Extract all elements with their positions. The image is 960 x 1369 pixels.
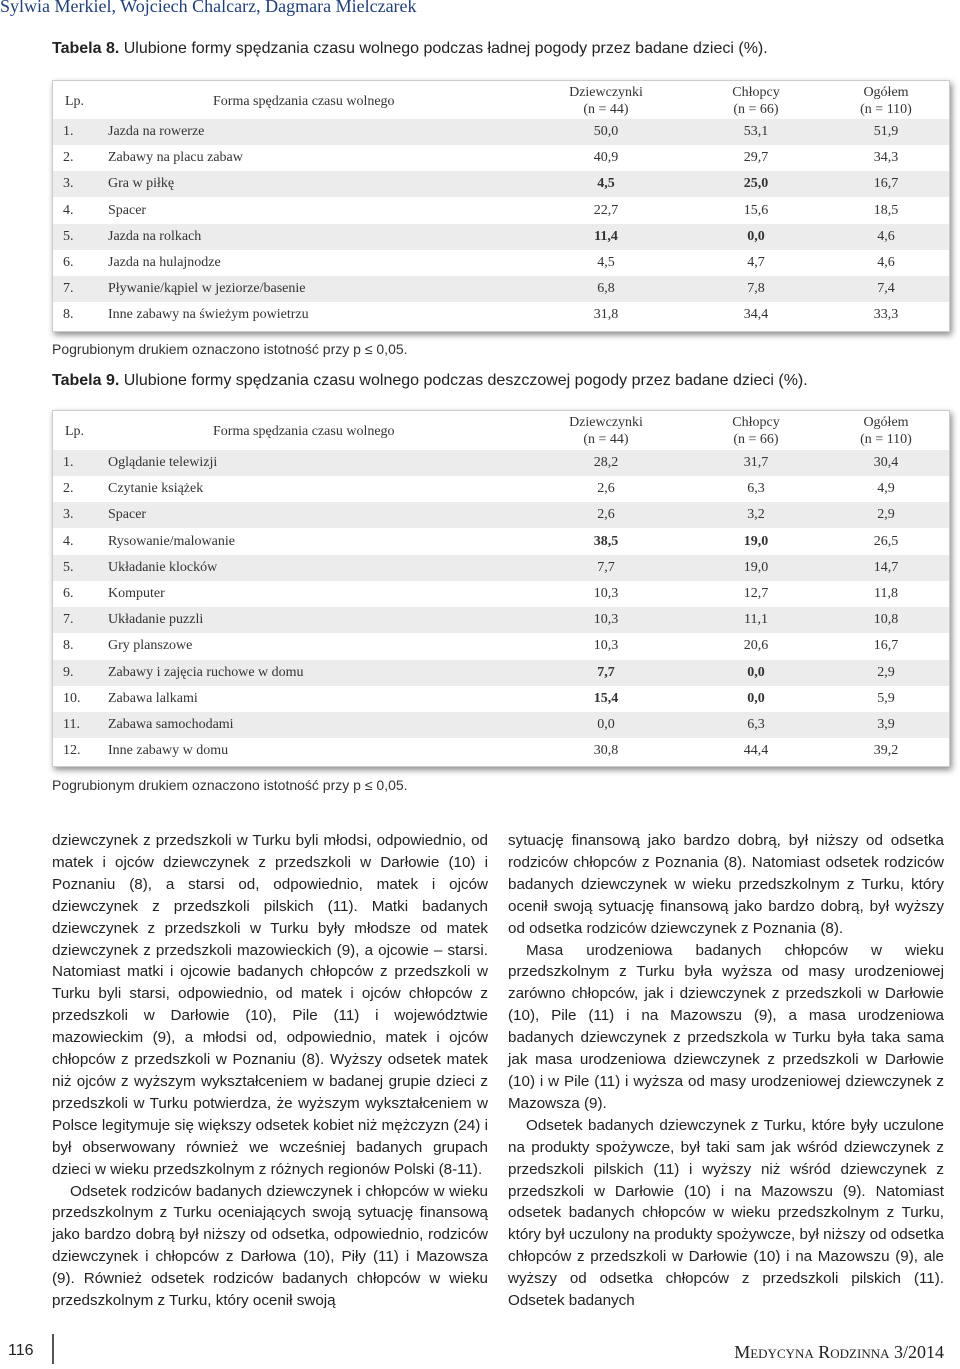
body-column-right xyxy=(508,830,944,1312)
row-girls-value: 30,8 xyxy=(593,743,619,759)
row-name: Rysowanie/malowanie xyxy=(108,533,235,549)
row-lp: 2. xyxy=(63,150,74,166)
row-girls-value: 40,9 xyxy=(593,150,619,166)
row-boys-value: 6,3 xyxy=(747,481,765,497)
table-row xyxy=(53,250,949,276)
row-total-value: 3,9 xyxy=(877,717,895,732)
row-total-value: 2,9 xyxy=(877,507,895,523)
row-boys-value: 6,3 xyxy=(747,717,765,732)
row-boys-value: 12,7 xyxy=(743,586,769,601)
row-boys-value: 11,1 xyxy=(744,612,768,628)
row-boys-value: 0,0 xyxy=(747,690,765,706)
running-header-authors: Sylwia Merkiel, Wojciech Chalcarz, Dagmara Mielczarek xyxy=(0,0,417,16)
row-name: Zabawa samochodami xyxy=(108,717,234,732)
row-girls-value: 15,4 xyxy=(593,690,619,706)
table-row xyxy=(53,555,949,581)
table-row xyxy=(53,686,949,712)
table8 xyxy=(52,80,950,332)
table-row xyxy=(53,276,949,302)
table-row xyxy=(53,738,949,764)
row-name: Jazda na hulajnodze xyxy=(108,255,221,270)
table-row xyxy=(53,660,949,686)
table8-header-form: Forma spędzania czasu wolnego xyxy=(213,94,395,109)
row-girls-value: 2,6 xyxy=(597,507,615,523)
row-boys-value: 19,0 xyxy=(743,559,769,575)
row-total-value: 16,7 xyxy=(873,176,899,192)
row-girls-value: 7,7 xyxy=(597,664,615,680)
row-lp: 6. xyxy=(63,255,74,270)
row-lp: 1. xyxy=(63,124,74,139)
row-name: Jazda na rowerze xyxy=(108,124,205,139)
row-girls-value: 6,8 xyxy=(597,281,615,297)
table-row xyxy=(53,607,949,633)
row-name: Komputer xyxy=(108,586,165,601)
table9-header-boys: Chłopcy (n = 66) xyxy=(732,415,780,447)
row-boys-value: 19,0 xyxy=(743,533,769,549)
row-total-value: 11,8 xyxy=(874,586,898,601)
table9-header-form: Forma spędzania czasu wolnego xyxy=(213,424,395,439)
row-girls-value: 2,6 xyxy=(597,481,615,497)
row-girls-value: 0,0 xyxy=(597,717,615,732)
row-girls-value: 10,3 xyxy=(593,638,619,654)
row-lp: 12. xyxy=(63,743,81,759)
row-name: Zabawy i zajęcia ruchowe w domu xyxy=(108,664,304,680)
row-girls-value: 4,5 xyxy=(597,176,615,192)
row-boys-value: 4,7 xyxy=(747,255,765,270)
table9-note: Pogrubionym drukiem oznaczono istotność przy p ≤ 0,05. xyxy=(52,777,408,793)
table-row xyxy=(53,450,949,476)
table8-label: Tabela 8. xyxy=(52,40,120,57)
row-total-value: 18,5 xyxy=(873,202,899,218)
row-lp: 3. xyxy=(63,507,74,523)
table-row xyxy=(53,302,949,328)
row-name: Gra w piłkę xyxy=(108,176,175,192)
row-name: Inne zabawy na świeżym powietrzu xyxy=(108,307,309,323)
row-boys-value: 20,6 xyxy=(743,638,769,654)
table8-header-total: Ogółem (n = 110) xyxy=(860,85,912,117)
row-name: Zabawa lalkami xyxy=(108,690,198,706)
row-girls-value: 38,5 xyxy=(593,533,619,549)
row-total-value: 39,2 xyxy=(873,743,899,759)
table-row xyxy=(53,145,949,171)
row-total-value: 4,6 xyxy=(877,255,895,270)
row-boys-value: 15,6 xyxy=(743,202,769,218)
row-name: Czytanie książek xyxy=(108,481,204,497)
row-name: Układanie klocków xyxy=(108,559,218,575)
row-name: Pływanie/kąpiel w jeziorze/basenie xyxy=(108,281,306,297)
row-total-value: 26,5 xyxy=(873,533,899,549)
page-number: 116 xyxy=(8,1342,34,1359)
body-paragraph: Masa urodzeniowa badanych chłopców w wieku przedszkolnym z Turku była wyższa od masy urodzeniowej zarówno chłopców, jak i dziewczynek z przedszkoli w Darłowie (10), Pile (11) i na Mazowszu (9), a masa urodzeniowa badanych dziewczynek z przedszkola w Turku była taka sama jak masa urodzeniowa dziewczynek z przedszkoli w Darłowie (10) i w Pile (11) i wyższa od masy urodzeniowej dziewczynek z Mazowsza (9). xyxy=(508,941,944,1112)
row-total-value: 51,9 xyxy=(873,124,899,139)
table9 xyxy=(52,410,950,767)
row-girls-value: 31,8 xyxy=(593,307,619,323)
row-total-value: 7,4 xyxy=(877,281,895,297)
row-lp: 5. xyxy=(63,559,74,575)
table9-label: Tabela 9. xyxy=(52,372,120,389)
row-lp: 10. xyxy=(63,690,81,706)
row-total-value: 16,7 xyxy=(873,638,899,654)
row-total-value: 2,9 xyxy=(877,664,895,680)
journal-name: Medycyna Rodzinna 3/2014 xyxy=(734,1342,944,1362)
row-boys-value: 0,0 xyxy=(747,228,765,244)
row-name: Zabawy na placu zabaw xyxy=(108,150,243,166)
row-lp: 6. xyxy=(63,586,74,601)
table8-title: Ulubione formy spędzania czasu wolnego podczas ładnej pogody przez badane dzieci (%). xyxy=(123,40,768,57)
table9-header-total: Ogółem (n = 110) xyxy=(860,415,912,447)
row-boys-value: 44,4 xyxy=(743,743,769,759)
table-row xyxy=(53,198,949,224)
table-row xyxy=(53,119,949,145)
row-boys-value: 3,2 xyxy=(747,507,765,523)
row-total-value: 30,4 xyxy=(873,455,899,470)
row-lp: 9. xyxy=(63,664,74,680)
table-row xyxy=(53,529,949,555)
row-lp: 3. xyxy=(63,176,74,192)
row-lp: 8. xyxy=(63,638,74,654)
row-boys-value: 29,7 xyxy=(743,150,769,166)
row-boys-value: 34,4 xyxy=(743,307,769,323)
row-name: Oglądanie telewizji xyxy=(108,455,218,470)
table8-header-girls: Dziewczynki (n = 44) xyxy=(569,85,643,117)
body-paragraph: Odsetek badanych dziewczynek z Turku, które były uczulone na produkty spożywcze, był taki sam jak wśród dziewczynek z przedszkoli pilskich (11) i wyższy niż wśród dziewczynek z przedszkoli w Darłowie (10) i na Mazowszu (9). Natomiast odsetek badanych chłopców w wieku przedszkolnym z Turku, który był uczulony na produkty spożywcze, był niższy od odsetka chłopców z przedszkoli w Darłowie (10) i na Mazowszu (9), ale wyższy od odsetka chłopców z przedszkoli pilskich (11). Odsetek badanych xyxy=(508,1116,944,1310)
row-lp: 4. xyxy=(63,202,74,218)
row-boys-value: 53,1 xyxy=(743,124,769,139)
table9-header-girls: Dziewczynki (n = 44) xyxy=(569,415,643,447)
row-total-value: 4,6 xyxy=(877,228,895,244)
table-row xyxy=(53,581,949,607)
table-row xyxy=(53,224,949,250)
footer-divider xyxy=(52,1334,54,1364)
row-lp: 11. xyxy=(63,717,80,732)
row-boys-value: 31,7 xyxy=(743,455,769,470)
body-column-left xyxy=(52,830,488,1312)
row-girls-value: 7,7 xyxy=(597,559,615,575)
body-paragraph: sytuację finansową jako bardzo dobrą, był niższy od odsetka rodziców chłopców z Poznania (8). Natomiast odsetek rodziców badanych dziewczynek w wieku przedszkolnym z Turku, który ocenił swoją sytuację finansową jako bardzo dobrą, był wyższy od odsetka rodziców dziewczynek z Poznania (8). xyxy=(508,832,944,937)
row-boys-value: 7,8 xyxy=(747,281,765,297)
row-total-value: 33,3 xyxy=(873,307,899,323)
row-name: Gry planszowe xyxy=(108,638,193,654)
row-lp: 8. xyxy=(63,307,74,323)
row-total-value: 5,9 xyxy=(877,690,895,706)
body-paragraph: dziewczynek z przedszkoli w Turku byli młodsi, odpowiednio, od matek i ojców dziewczynek z przedszkoli w Darłowie (10) i Poznaniu (8), a starsi od, odpowiednio, matek i ojców dziewczynek z przedszkoli pilskich (11). Matki badanych dziewczynek z przedszkoli w Turku były młodsze od matek dziewczynek z przedszkoli mazowieckich (9), a ojcowie – starsi. Natomiast matki i ojcowie badanych chłopców z przedszkoli w Turku byli starsi, odpowiednio, od matek i ojców chłopców z przedszkoli w Darłowie (10), Pile (11) i województwie mazowieckim (9), a młodsi od, odpowiednio, matek i ojców chłopców z przedszkoli w Poznaniu (8). Wyższy odsetek matek niż ojców z wyższym wykształceniem w badanej grupie dzieci z przedszkoli w Turku potwierdza, że wyższym wykształceniem w Polsce legitymuje się większy odsetek kobiet niż mężczyzn (24) i był obserwowany również we wcześniej badanych grupach dzieci w wieku przedszkolnym z różnych regionów Polski (8-11). xyxy=(52,832,488,1178)
row-total-value: 34,3 xyxy=(873,150,899,166)
row-name: Inne zabawy w domu xyxy=(108,743,229,759)
row-girls-value: 11,4 xyxy=(594,228,618,244)
row-girls-value: 28,2 xyxy=(593,455,619,470)
table9-header-lp: Lp. xyxy=(65,424,85,439)
table9-caption xyxy=(52,372,808,390)
table-row xyxy=(53,171,949,197)
body-paragraph: Odsetek rodziców badanych dziewczynek i chłopców w wieku przedszkolnym z Turku oceniających swoją sytuację finansową jako bardzo dobrą był niższy od odsetka, odpowiednio, rodziców dziewczynek i chłopców z Darłowa (10), Piły (11) i Mazowsza (9). Również odsetek rodziców badanych chłopców w wieku przedszkolnym z Turku, który ocenił swoją xyxy=(52,1182,488,1310)
table-row xyxy=(53,502,949,528)
row-total-value: 14,7 xyxy=(873,559,899,575)
row-girls-value: 10,3 xyxy=(593,586,619,601)
table8-header-lp: Lp. xyxy=(65,94,85,109)
row-lp: 5. xyxy=(63,228,74,244)
row-girls-value: 50,0 xyxy=(593,124,619,139)
row-girls-value: 4,5 xyxy=(597,255,615,270)
row-total-value: 4,9 xyxy=(877,481,895,497)
row-lp: 7. xyxy=(63,612,74,628)
row-girls-value: 10,3 xyxy=(593,612,619,628)
table8-note: Pogrubionym drukiem oznaczono istotność przy p ≤ 0,05. xyxy=(52,341,408,357)
row-boys-value: 25,0 xyxy=(743,176,769,192)
row-girls-value: 22,7 xyxy=(593,202,619,218)
row-name: Spacer xyxy=(108,507,147,523)
table8-header-boys: Chłopcy (n = 66) xyxy=(732,85,780,117)
row-lp: 4. xyxy=(63,533,74,549)
table-row xyxy=(53,633,949,659)
table8-header xyxy=(53,84,949,120)
row-boys-value: 0,0 xyxy=(747,664,765,680)
row-lp: 1. xyxy=(63,455,74,470)
row-lp: 7. xyxy=(63,281,74,297)
row-name: Układanie puzzli xyxy=(108,612,204,628)
table9-title: Ulubione formy spędzania czasu wolnego podczas deszczowej pogody przez badane dzieci (%). xyxy=(123,372,808,389)
table-row xyxy=(53,712,949,738)
table9-header xyxy=(53,414,949,450)
table8-caption xyxy=(52,40,768,58)
table-row xyxy=(53,476,949,502)
row-lp: 2. xyxy=(63,481,74,497)
row-name: Jazda na rolkach xyxy=(108,228,202,244)
row-name: Spacer xyxy=(108,202,147,218)
row-total-value: 10,8 xyxy=(873,612,899,628)
